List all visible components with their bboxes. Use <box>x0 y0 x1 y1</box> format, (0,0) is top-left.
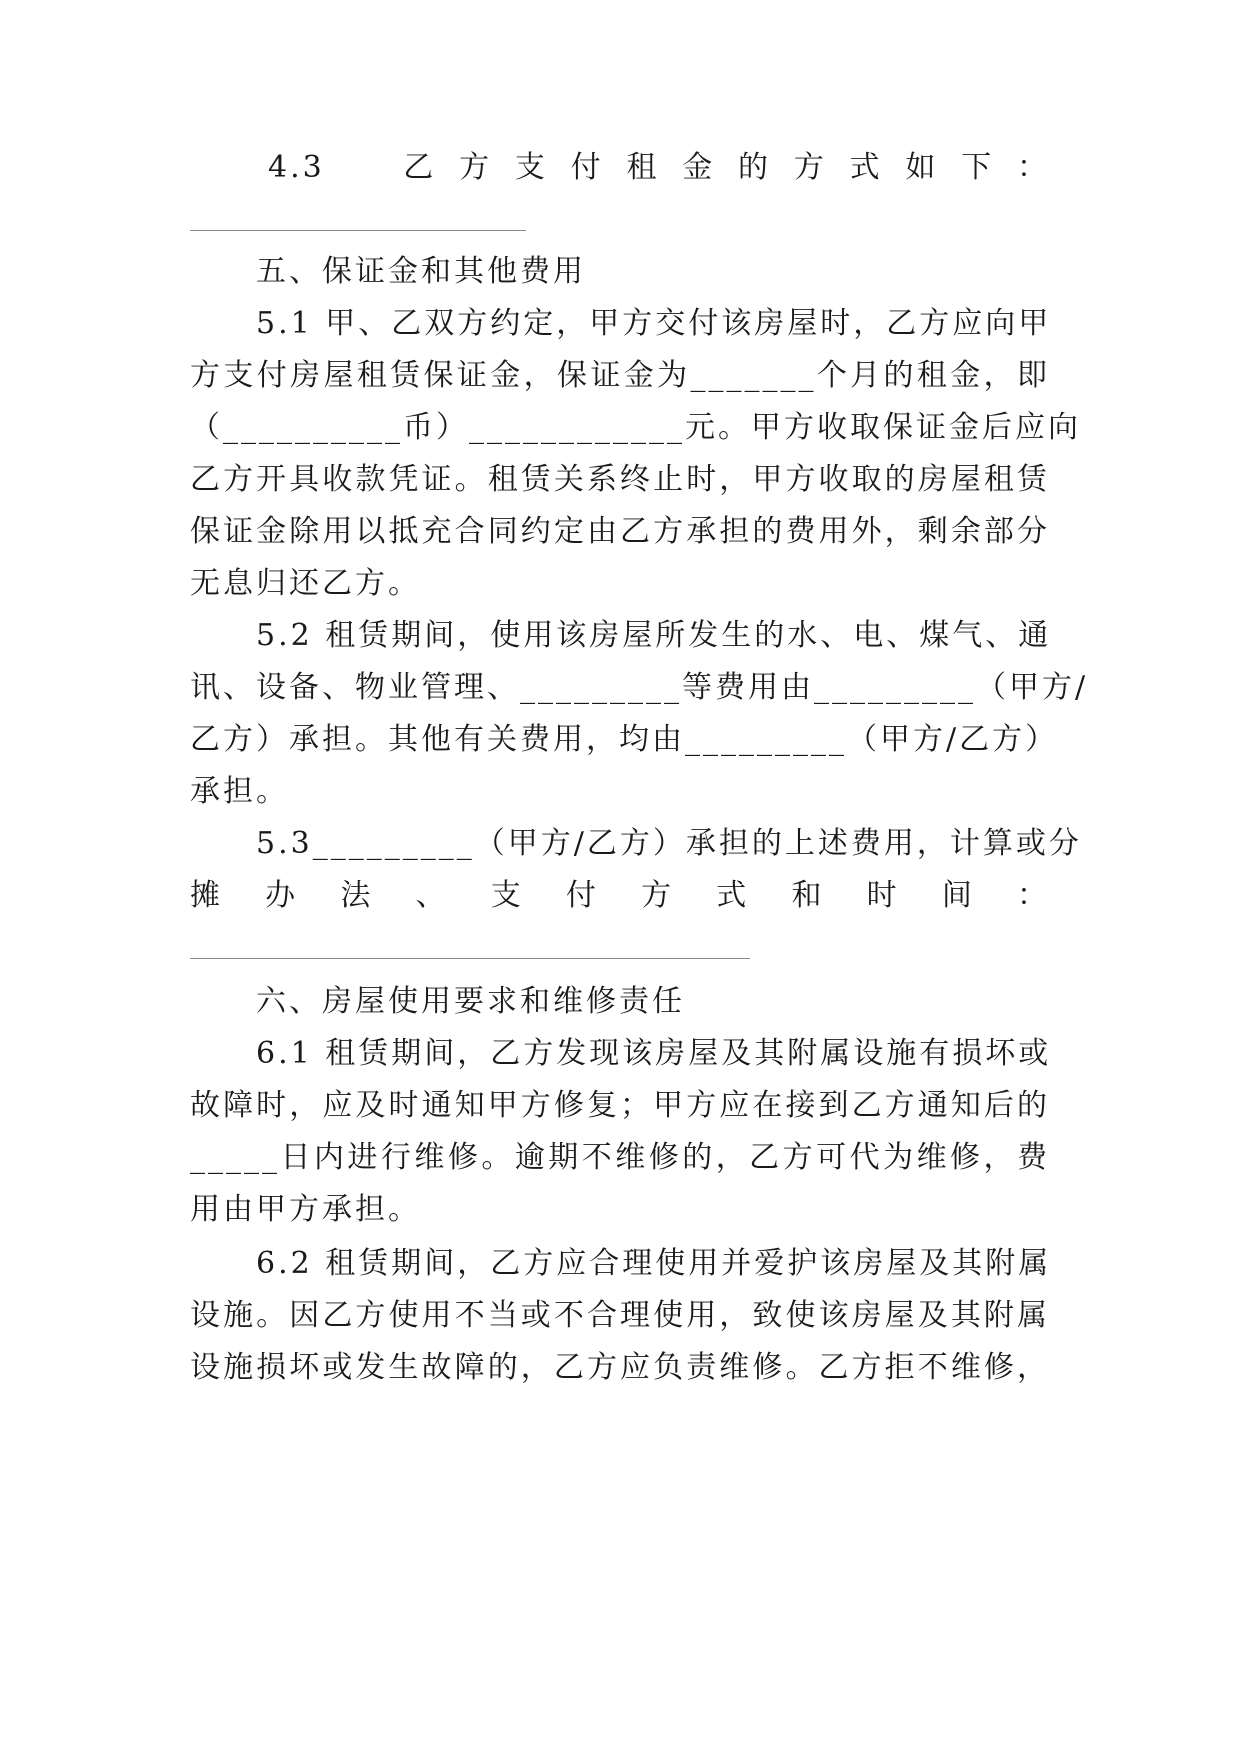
clause-5-2-line-2: 讯、设备、物业管理、_________等费用由_________（甲方/ <box>190 670 1089 705</box>
clause-5-1-line-1: 5.1 甲、乙双方约定，甲方交付该房屋时，乙方应向甲 <box>256 306 1052 341</box>
section-5-heading: 五、保证金和其他费用 <box>256 254 586 289</box>
clause-6-1-line-1: 6.1 租赁期间，乙方发现该房屋及其附属设施有损坏或 <box>256 1036 1052 1071</box>
clause-5-2-line-4: 承担。 <box>190 774 289 809</box>
clause-5-2-line-3: 乙方）承担。其他有关费用，均由_________（甲方/乙方） <box>190 722 1059 757</box>
clause-5-1-line-5: 保证金除用以抵充合同约定由乙方承担的费用外，剩余部分 <box>190 514 1050 549</box>
clause-6-1-line-3: _____日内进行维修。逾期不维修的，乙方可代为维修，费 <box>190 1140 1050 1175</box>
clause-4-3: 4.3 乙方支付租金的方式如下： <box>268 150 1050 185</box>
section-6-heading: 六、房屋使用要求和维修责任 <box>256 984 685 1019</box>
clause-6-2-line-1: 6.2 租赁期间，乙方应合理使用并爱护该房屋及其附属 <box>256 1246 1052 1281</box>
clause-6-1-line-2: 故障时，应及时通知甲方修复；甲方应在接到乙方通知后的 <box>190 1088 1050 1123</box>
clause-5-3-line-2: 摊办法、支付方式和时间： <box>190 878 1050 913</box>
clause-5-1-line-2: 方支付房屋租赁保证金，保证金为_______个月的租金，即 <box>190 358 1050 393</box>
clause-5-1-line-3: （__________币）____________元。甲方收取保证金后应向 <box>190 410 1081 445</box>
clause-5-1-line-4: 乙方开具收款凭证。租赁关系终止时，甲方收取的房屋租赁 <box>190 462 1050 497</box>
clause-6-1-line-4: 用由甲方承担。 <box>190 1192 421 1227</box>
clause-5-2-line-1: 5.2 租赁期间，使用该房屋所发生的水、电、煤气、通 <box>256 618 1052 653</box>
blank-rule <box>190 230 526 231</box>
clause-5-1-line-6: 无息归还乙方。 <box>190 566 421 601</box>
blank-rule <box>190 958 750 959</box>
clause-6-2-line-3: 设施损坏或发生故障的，乙方应负责维修。乙方拒不维修， <box>190 1350 1050 1385</box>
clause-5-3-line-1: 5.3_________（甲方/乙方）承担的上述费用，计算或分 <box>256 826 1082 861</box>
clause-6-2-line-2: 设施。因乙方使用不当或不合理使用，致使该房屋及其附属 <box>190 1298 1050 1333</box>
